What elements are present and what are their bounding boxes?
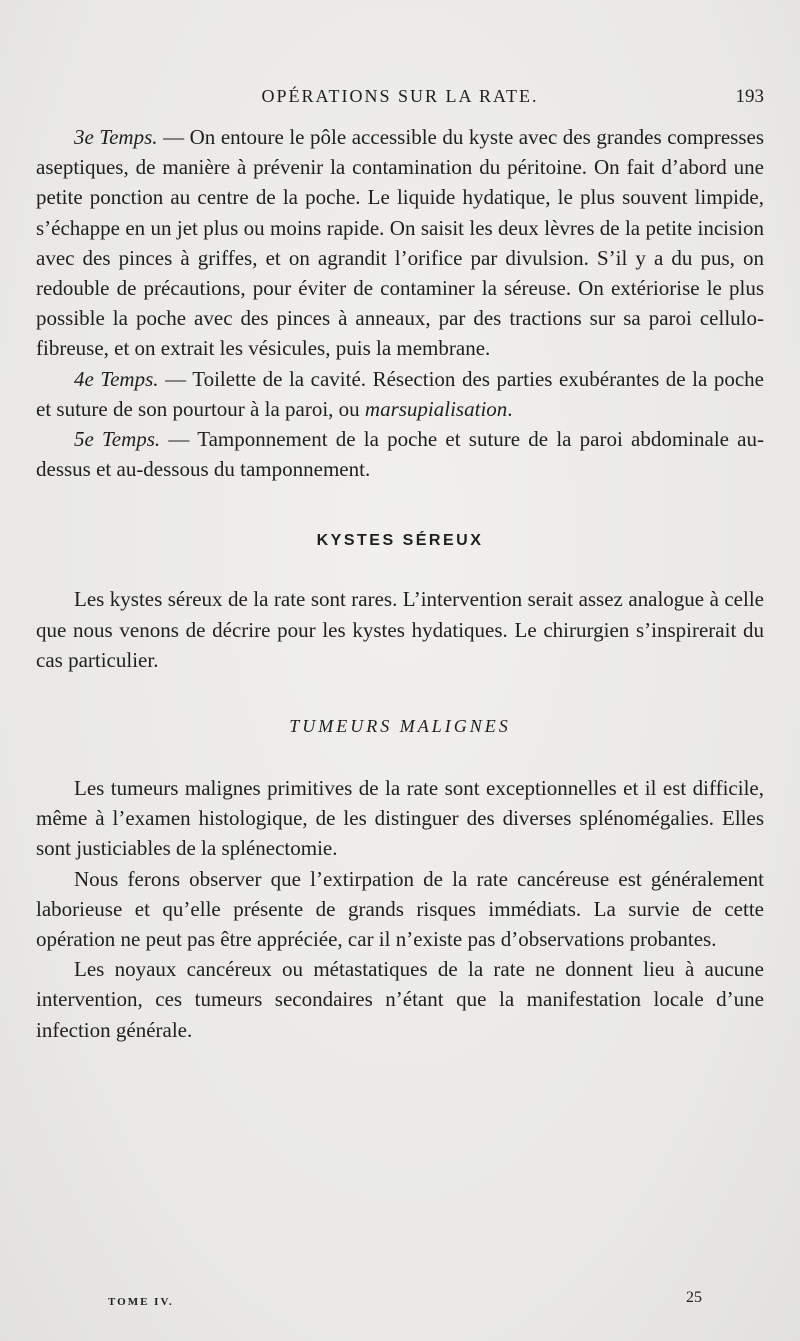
step-label: 3e Temps. (74, 125, 158, 149)
step-text: — On entoure le pôle accessible du kyste avec des grandes compresses aseptiques, de manière à prévenir la contamination du péritoine. On fait d’abord une petite ponction au centre de la poche. Le liquide hydatique, le plus souvent limpide, s’échappe en un jet plus ou moins rapide. On saisit les deux lèvres de la petite incision avec des pinces à griffes, et on agrandit l’orifice par divulsion. S’il y a du pus, on redouble de précautions, pour éviter de contaminer la séreuse. On extériorise le plus possible la poche avec des pinces à anneaux, par des tractions sur sa paroi cellulo-fibreuse, et on extrait les vésicules, puis la membrane. (36, 125, 764, 361)
step-text: — Tamponnement de la poche et suture de la paroi abdominale au-dessus et au-dessous du tamponnement. (36, 427, 764, 482)
body-paragraph: Les tumeurs malignes primitives de la rate sont exceptionnelles et il est difficile, même à l’examen histologique, de les distinguer des diverses splénomégalies. Elles sont justiciables de la splénectomie. (36, 776, 764, 861)
page-header (36, 86, 764, 112)
volume-label: TOME IV. (108, 1296, 174, 1308)
step-label: 5e Temps. (74, 427, 161, 452)
step-text: — Toilette de la cavité. Résection des parties exubérantes de la poche et suture de son pourtour à la paroi, ou (36, 366, 765, 421)
body-paragraph: Les noyaux cancéreux ou métastatiques de la rate ne donnent lieu à aucune intervention, ces tumeurs secondaires n’étant que la manifestation locale d’une infection générale. (36, 957, 764, 1042)
step-paragraph (36, 424, 764, 484)
running-title: OPÉRATIONS SUR LA RATE. (261, 86, 539, 106)
step-paragraph (36, 364, 764, 424)
page-body (36, 122, 764, 1045)
section-heading-tumeurs: TUMEURS MALIGNES (289, 716, 511, 737)
step-label: 4e Temps. (74, 366, 159, 391)
body-paragraph: Les kystes séreux de la rate sont rares. L’intervention serait assez analogue à celle que nous venons de décrire pour les kystes hydatiques. Le chirurgien s’inspirerait du cas particulier. (36, 587, 764, 672)
body-paragraph: Nous ferons observer que l’extirpation de la rate cancéreuse est généralement laborieuse et qu’elle présente de grands risques immédiats. La survie de cette opération ne peut pas être appréciée, car il n’existe pas d’observations probantes. (36, 866, 764, 952)
step-tail: . (507, 396, 513, 421)
signature-mark: 25 (686, 1289, 702, 1306)
page-number: 193 (735, 86, 764, 107)
step-paragraph (36, 122, 764, 364)
step-emphasis: marsupialisation (364, 396, 508, 421)
section-heading-kystes: KYSTES SÉREUX (316, 532, 484, 550)
